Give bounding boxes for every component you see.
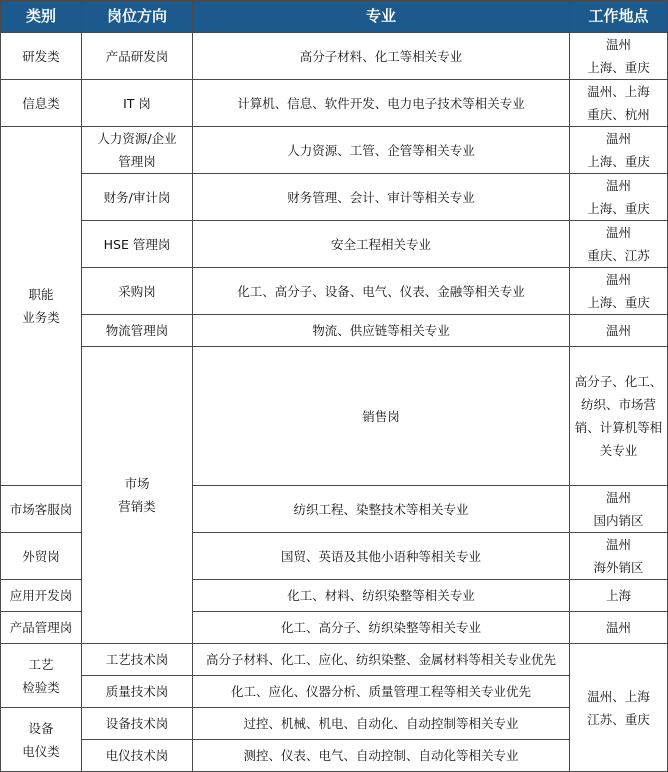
- location-cell: [570, 221, 668, 268]
- location-cell: [570, 174, 668, 221]
- location-text: 上海、重庆: [587, 201, 650, 216]
- position-cell: [193, 347, 570, 486]
- location-text: 海外销区: [593, 560, 644, 575]
- category-text: 业务类: [22, 310, 60, 325]
- table-row: [1, 221, 668, 268]
- location-text: 温州: [605, 272, 631, 287]
- location-text: 温州、上海: [587, 84, 650, 99]
- position-text: 财务/审计岗: [103, 189, 171, 205]
- category-text: 电仪类: [22, 743, 60, 759]
- location-text: 江苏、重庆: [587, 711, 650, 727]
- position-text: 应用开发岗: [9, 588, 73, 603]
- major-cell: 过控、机械、机电、自动化、自动控制等相关专业: [193, 708, 570, 740]
- location-cell: [570, 315, 668, 347]
- location-cell: [570, 268, 668, 315]
- position-text: IT 岗: [123, 95, 151, 111]
- position-cell: [1, 612, 82, 644]
- position-cell: [82, 708, 193, 740]
- table-row: [1, 347, 668, 486]
- table-row: [1, 644, 668, 676]
- table-row: [1, 708, 668, 740]
- location-text: 温州: [605, 323, 631, 338]
- category-text: 市场: [124, 476, 150, 491]
- major-cell: 化工、高分子、纺织染整等相关专业: [193, 612, 570, 644]
- category-text: 营销类: [118, 499, 156, 514]
- category-cell: [1, 127, 82, 486]
- major-cell: 化工、高分子、设备、电气、仪表、金融等相关专业: [193, 268, 570, 315]
- location-cell: [570, 533, 668, 580]
- table-row: [1, 740, 668, 772]
- location-cell: [570, 580, 668, 612]
- position-cell: [82, 33, 193, 80]
- position-text: 销售岗: [362, 408, 400, 424]
- table-row: [1, 268, 668, 315]
- major-cell: 财务管理、会计、审计等相关专业: [193, 174, 570, 221]
- location-text: 上海: [605, 588, 631, 603]
- table-row: [1, 80, 668, 127]
- header-major: 专业: [193, 1, 570, 33]
- category-text: 研发类: [22, 48, 60, 64]
- major-cell: 物流、供应链等相关专业: [193, 315, 570, 347]
- position-cell: [82, 268, 193, 315]
- location-text: 温州、上海: [587, 688, 650, 704]
- category-cell: [1, 80, 82, 127]
- position-text: 物流管理岗: [105, 323, 169, 338]
- category-cell: [1, 708, 82, 772]
- category-cell: [82, 347, 193, 644]
- category-cell: [1, 33, 82, 80]
- position-text: 电仪技术岗: [105, 748, 169, 763]
- category-text: 职能: [28, 287, 54, 302]
- position-text: 产品研发岗: [105, 48, 169, 64]
- header-row: [1, 1, 668, 33]
- position-cell: [82, 174, 193, 221]
- major-cell: 化工、应化、仪器分析、质量管理工程等相关专业优先: [193, 676, 570, 708]
- location-text: 国内销区: [593, 513, 644, 528]
- category-text: 信息类: [22, 95, 60, 111]
- position-cell: [82, 80, 193, 127]
- position-cell: [1, 580, 82, 612]
- category-text: 设备: [28, 720, 54, 736]
- location-text: 温州: [605, 490, 631, 505]
- location-text: 温州: [605, 620, 631, 635]
- table-row: [1, 127, 668, 174]
- major-cell: 高分子材料、化工、应化、纺织染整、金属材料等相关专业优先: [193, 644, 570, 676]
- major-cell: 化工、材料、纺织染整等相关专业: [193, 580, 570, 612]
- position-cell: [82, 644, 193, 676]
- major-cell: 高分子材料、化工等相关专业: [193, 33, 570, 80]
- location-cell: [570, 612, 668, 644]
- category-cell: [1, 644, 82, 708]
- position-text: 工艺技术岗: [105, 652, 169, 667]
- header-category: 类别: [1, 1, 82, 33]
- major-cell: 人力资源、工管、企管等相关专业: [193, 127, 570, 174]
- position-cell: [82, 740, 193, 772]
- position-text: 外贸岗: [22, 548, 60, 564]
- header-location: 工作地点: [570, 1, 668, 33]
- location-text: 重庆、江苏: [587, 248, 650, 263]
- location-text: 重庆、杭州: [587, 107, 650, 122]
- location-text: 温州: [605, 131, 631, 146]
- location-cell: [570, 127, 668, 174]
- position-text: 市场客服岗: [9, 501, 73, 517]
- table-row: [1, 33, 668, 80]
- table-row: [1, 315, 668, 347]
- position-text: 人力资源/企业: [97, 131, 177, 146]
- location-text: 温州: [605, 37, 631, 52]
- location-text: 温州: [605, 537, 631, 552]
- position-text: 质量技术岗: [105, 684, 169, 699]
- major-cell: 测控、仪表、电气、自动控制、自动化等相关专业: [193, 740, 570, 772]
- major-cell: 国贸、英语及其他小语种等相关专业: [193, 533, 570, 580]
- position-cell: [1, 533, 82, 580]
- major-cell: 安全工程相关专业: [193, 221, 570, 268]
- position-text: 产品管理岗: [9, 620, 73, 635]
- location-text: 温州: [605, 178, 631, 193]
- position-text: 采购岗: [118, 283, 156, 299]
- table-row: [1, 174, 668, 221]
- table-row: [1, 676, 668, 708]
- location-cell: [570, 486, 668, 533]
- position-cell: [82, 221, 193, 268]
- major-cell: 高分子、化工、纺织、市场营销、计算机等相关专业: [570, 347, 668, 486]
- position-text: 设备技术岗: [105, 716, 169, 731]
- position-text: HSE 管理岗: [103, 236, 171, 252]
- major-cell: 纺织工程、染整技术等相关专业: [193, 486, 570, 533]
- position-cell: [1, 486, 82, 533]
- position-cell: [82, 127, 193, 174]
- category-text: 检验类: [22, 679, 60, 695]
- position-text: 管理岗: [118, 154, 156, 169]
- location-text: 上海、重庆: [587, 295, 650, 310]
- position-cell: [82, 676, 193, 708]
- location-cell: [570, 80, 668, 127]
- header-position: 岗位方向: [82, 1, 193, 33]
- location-text: 温州: [605, 225, 631, 240]
- location-text: 上海、重庆: [587, 60, 650, 75]
- location-cell: [570, 33, 668, 80]
- location-text: 上海、重庆: [587, 154, 650, 169]
- category-text: 工艺: [28, 656, 54, 672]
- position-cell: [82, 315, 193, 347]
- major-cell: 计算机、信息、软件开发、电力电子技术等相关专业: [193, 80, 570, 127]
